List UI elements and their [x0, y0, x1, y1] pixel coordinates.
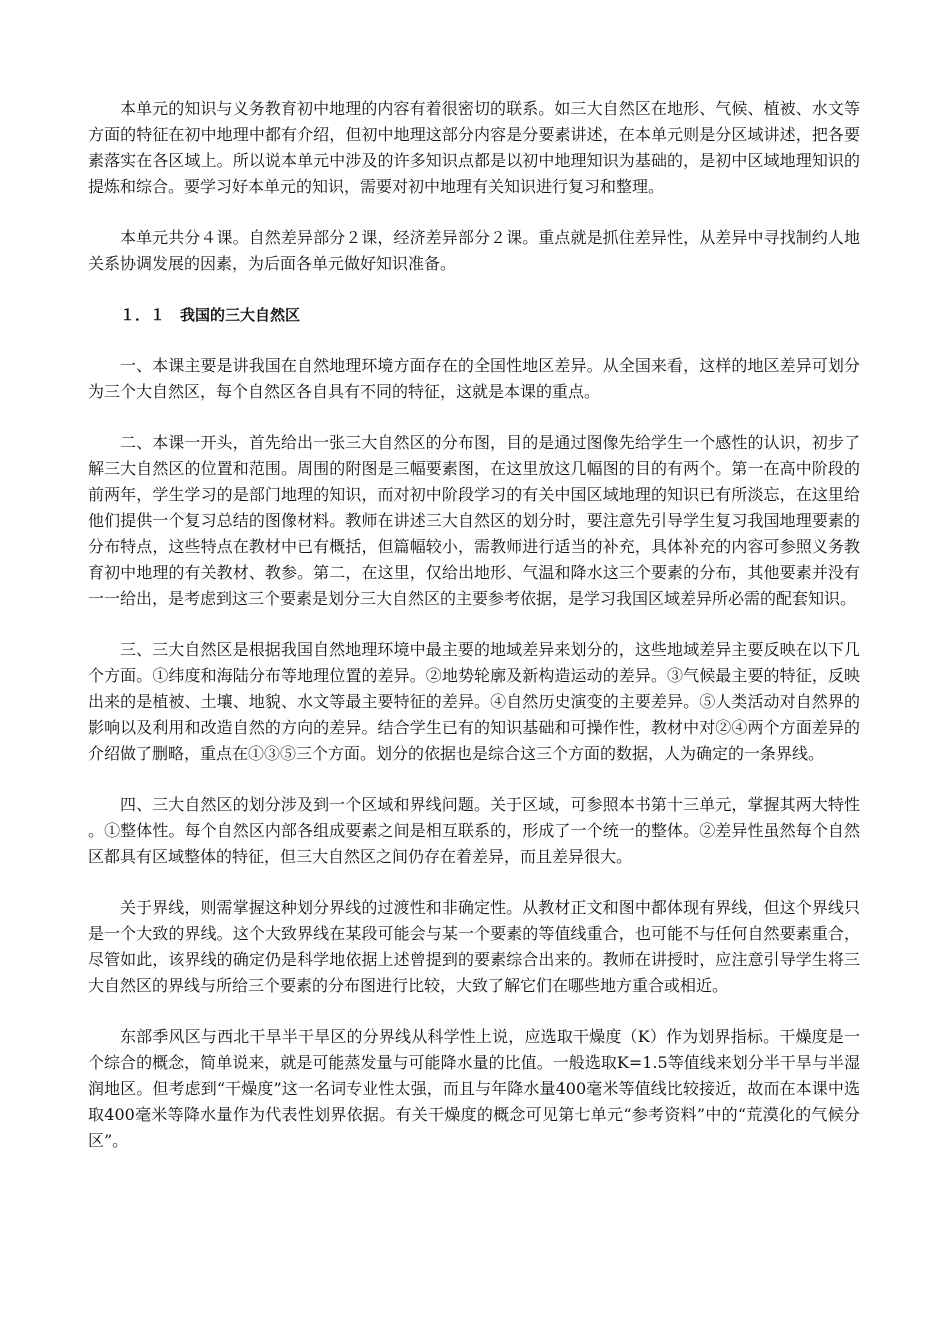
section-paragraph: 东部季风区与西北干旱半干旱区的分界线从科学性上说，应选取干燥度（K）作为划界指标。干燥度是一个综合的概念，简单说来，就是可能蒸发量与可能降水量的比值。一般选取K=1.5等值线来划分半干旱与半湿润地区。但考虑到“干燥度”这一名词专业性太强，而且与年降水量400毫米等值线比较接近，故而在本课中选取400毫米等降水量作为代表性划界依据。有关干燥度的概念可见第七单元“参考资料”中的“荒漠化的气候分区”。 [88, 1027, 860, 1150]
section-heading: １．１ 我国的三大自然区 [120, 306, 301, 324]
section-paragraph: 一、本课主要是讲我国在自然地理环境方面存在的全国性地区差异。从全国来看，这样的地区差异可划分为三个大自然区，每个自然区各自具有不同的特征，这就是本课的重点。 [88, 356, 860, 401]
section-paragraph: 三、三大自然区是根据我国自然地理环境中最主要的地域差异来划分的，这些地域差异主要反映在以下几个方面。①纬度和海陆分布等地理位置的差异。②地势轮廓及新构造运动的差异。③气候最主要的特征，反映出来的是植被、土壤、地貌、水文等最主要特征的差异。④自然历史演变的主要差异。⑤人类活动对自然界的影响以及利用和改造自然的方向的差异。结合学生已有的知识基础和可操作性，教材中对②④两个方面差异的介绍做了删略，重点在①③⑤三个方面。划分的依据也是综合这三个方面的数据，人为确定的一条界线。 [88, 640, 860, 763]
intro-paragraph: 本单元的知识与义务教育初中地理的内容有着很密切的联系。如三大自然区在地形、气候、植被、水文等方面的特征在初中地理中都有介绍，但初中地理这部分内容是分要素讲述，在本单元则是分区域讲述，把各要素落实在各区域上。所以说本单元中涉及的许多知识点都是以初中地理知识为基础的，是初中区域地理知识的提炼和综合。要学习好本单元的知识，需要对初中地理有关知识进行复习和整理。 [88, 99, 860, 196]
section-paragraph: 二、本课一开头，首先给出一张三大自然区的分布图，目的是通过图像先给学生一个感性的认识，初步了解三大自然区的位置和范围。周围的附图是三幅要素图，在这里放这几幅图的目的有两个。第一在高中阶段的前两年，学生学习的是部门地理的知识，而对初中阶段学习的有关中国区域地理的知识已有所淡忘，在这里给他们提供一个复习总结的图像材料。教师在讲述三大自然区的划分时，要注意先引导学生复习我国地理要素的分布特点，这些特点在教材中已有概括，但篇幅较小，需教师进行适当的补充，具体补充的内容可参照义务教育初中地理的有关教材、教参。第二，在这里，仅给出地形、气温和降水这三个要素的分布，其他要素并没有一一给出，是考虑到这三个要素是划分三大自然区的主要参考依据，是学习我国区域差异所必需的配套知识。 [88, 433, 860, 608]
section-paragraph: 四、三大自然区的划分涉及到一个区域和界线问题。关于区域，可参照本书第十三单元，掌握其两大特性。①整体性。每个自然区内部各组成要素之间是相互联系的，形成了一个统一的整体。②差异性虽然每个自然区都具有区域整体的特征，但三大自然区之间仍存在着差异，而且差异很大。 [88, 795, 860, 866]
intro-paragraph: 本单元共分４课。自然差异部分２课，经济差异部分２课。重点就是抓住差异性，从差异中寻找制约人地关系协调发展的因素，为后面各单元做好知识准备。 [88, 228, 860, 273]
section-paragraph: 关于界线，则需掌握这种划分界线的过渡性和非确定性。从教材正文和图中都体现有界线，但这个界线只是一个大致的界线。这个大致界线在某段可能会与某一个要素的等值线重合，也可能不与任何自然要素重合，尽管如此，该界线的确定仍是科学地依据上述曾提到的要素综合出来的。教师在讲授时，应注意引导学生将三大自然区的界线与所给三个要素的分布图进行比较，大致了解它们在哪些地方重合或相近。 [88, 898, 860, 995]
document-body [88, 96, 860, 1179]
